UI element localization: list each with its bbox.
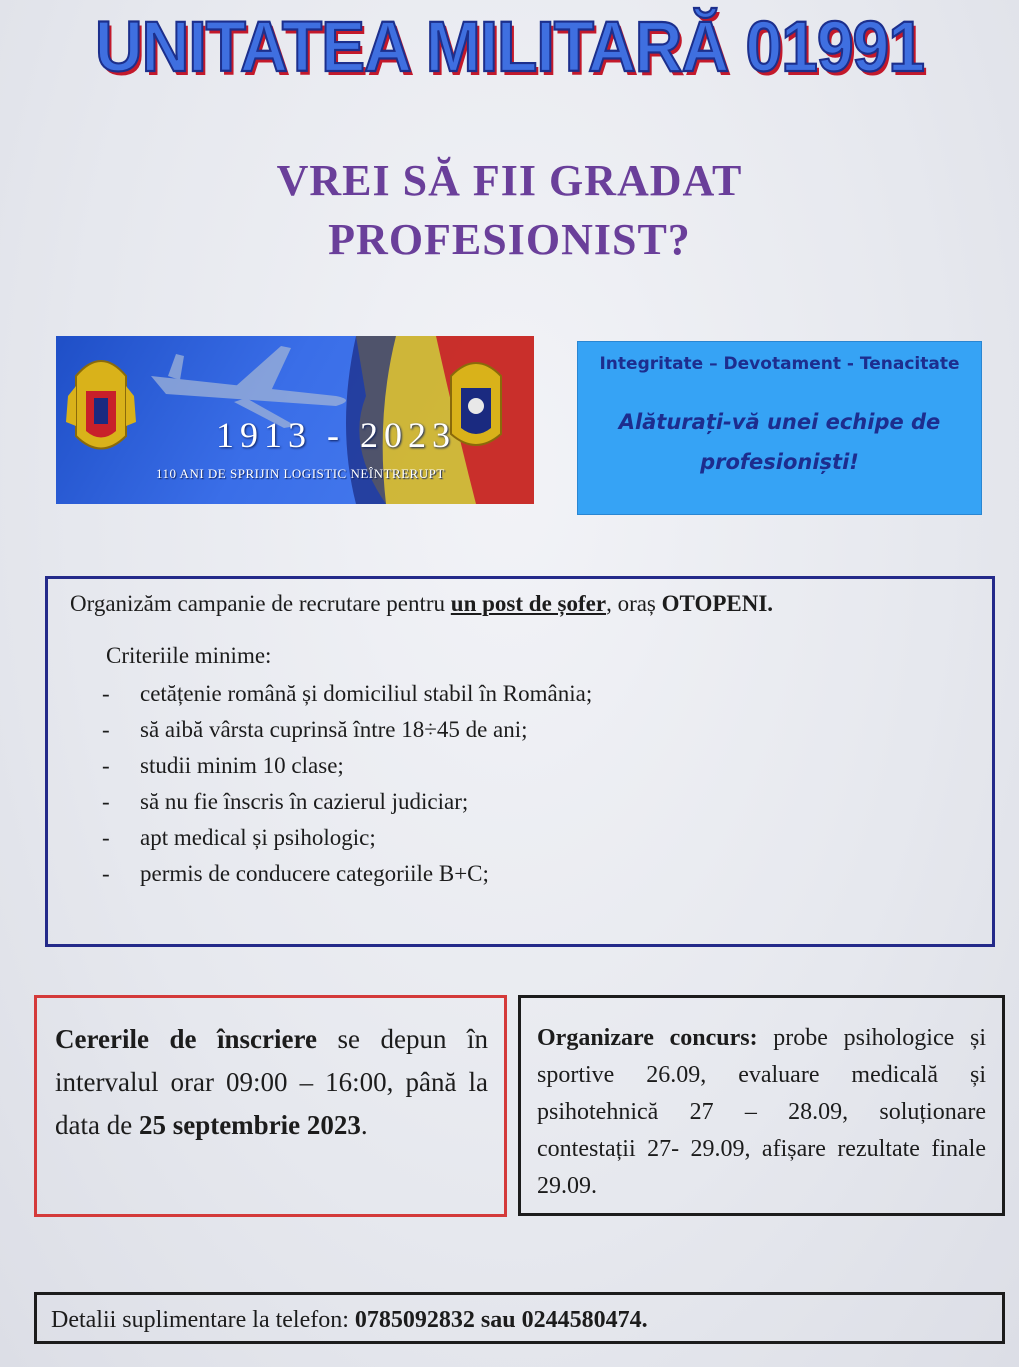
- criteria-item: - studii minim 10 clase;: [102, 753, 344, 778]
- contact-details-box: [34, 1292, 1005, 1344]
- recruitment-intro: [70, 591, 773, 617]
- contact-prefix: Detalii suplimentare la telefon:: [51, 1307, 355, 1333]
- motto-box: [577, 341, 982, 515]
- criteria-item: - să aibă vârsta cuprinsă între 18÷45 de ani;: [102, 717, 528, 742]
- deadline-date: 25 septembrie 2023: [138, 1110, 361, 1140]
- contact-phones: 0785092832 sau 0244580474.: [354, 1307, 648, 1333]
- coat-of-arms-right-icon: [451, 363, 501, 445]
- criteria-item-text: cetățenie română și domiciliul stabil în România;: [140, 681, 593, 706]
- criteria-item: - să nu fie înscris în cazierul judiciar;: [102, 789, 469, 814]
- contest-schedule-box: [518, 995, 1005, 1216]
- intro-prefix: Organizăm campanie de recrutare pentru: [70, 591, 451, 616]
- contest-text: probe psihologice și sportive 26.09, evaluare medicală și psihotehnică 27 – 28.09, soluționare contestații 27- 29.09, afișare rezultate finale 29.09.: [537, 1025, 986, 1199]
- motto-values: Integritate – Devotament - Tenacitate: [599, 354, 960, 374]
- recruitment-criteria-box: [45, 576, 995, 947]
- contest-lead: Organizare concurs:: [537, 1025, 758, 1051]
- criteria-item: - apt medical și psihologic;: [102, 825, 376, 850]
- deadline-lead: Cererile de înscriere: [55, 1024, 317, 1054]
- criteria-item-text: apt medical și psihologic;: [140, 825, 376, 850]
- application-deadline-box: [34, 995, 507, 1217]
- criteria-list: [102, 679, 592, 895]
- motto-call-to-action: Alăturați-vă unei echipe de profesioniști!: [618, 410, 941, 474]
- unit-title-banner: UNITATEA MILITARĂ 01991: [95, 6, 924, 86]
- anniversary-subtitle: 110 ANI DE SPRIJIN LOGISTIC NEÎNTRERUPT: [156, 466, 445, 481]
- headline-line-1: VREI SĂ FII GRADAT: [276, 156, 743, 205]
- coat-of-arms-left-icon: [66, 361, 136, 449]
- deadline-end: .: [360, 1110, 368, 1140]
- intro-post: un post de șofer: [450, 591, 607, 616]
- criteria-item: - permis de conducere categoriile B+C;: [102, 861, 489, 886]
- criteria-item-text: să aibă vârsta cuprinsă între 18÷45 de ani;: [140, 717, 528, 742]
- deadline-text: se depun în intervalul orar 09:00 – 16:00, până la data de: [55, 1024, 488, 1140]
- anniversary-logo-banner: [56, 336, 534, 504]
- intro-mid: , oraș: [606, 591, 662, 616]
- criteria-item-text: studii minim 10 clase;: [140, 753, 344, 778]
- anniversary-years: 1913 - 2023: [216, 415, 456, 455]
- intro-city: OTOPENI.: [661, 591, 774, 616]
- headline-line-2: PROFESIONIST?: [328, 215, 691, 264]
- criteria-item-text: permis de conducere categoriile B+C;: [140, 861, 489, 886]
- criteria-item: - cetățenie română și domiciliul stabil în România;: [102, 681, 593, 706]
- criteria-title: Criteriile minime:: [106, 643, 272, 668]
- criteria-item-text: să nu fie înscris în cazierul judiciar;: [140, 789, 469, 814]
